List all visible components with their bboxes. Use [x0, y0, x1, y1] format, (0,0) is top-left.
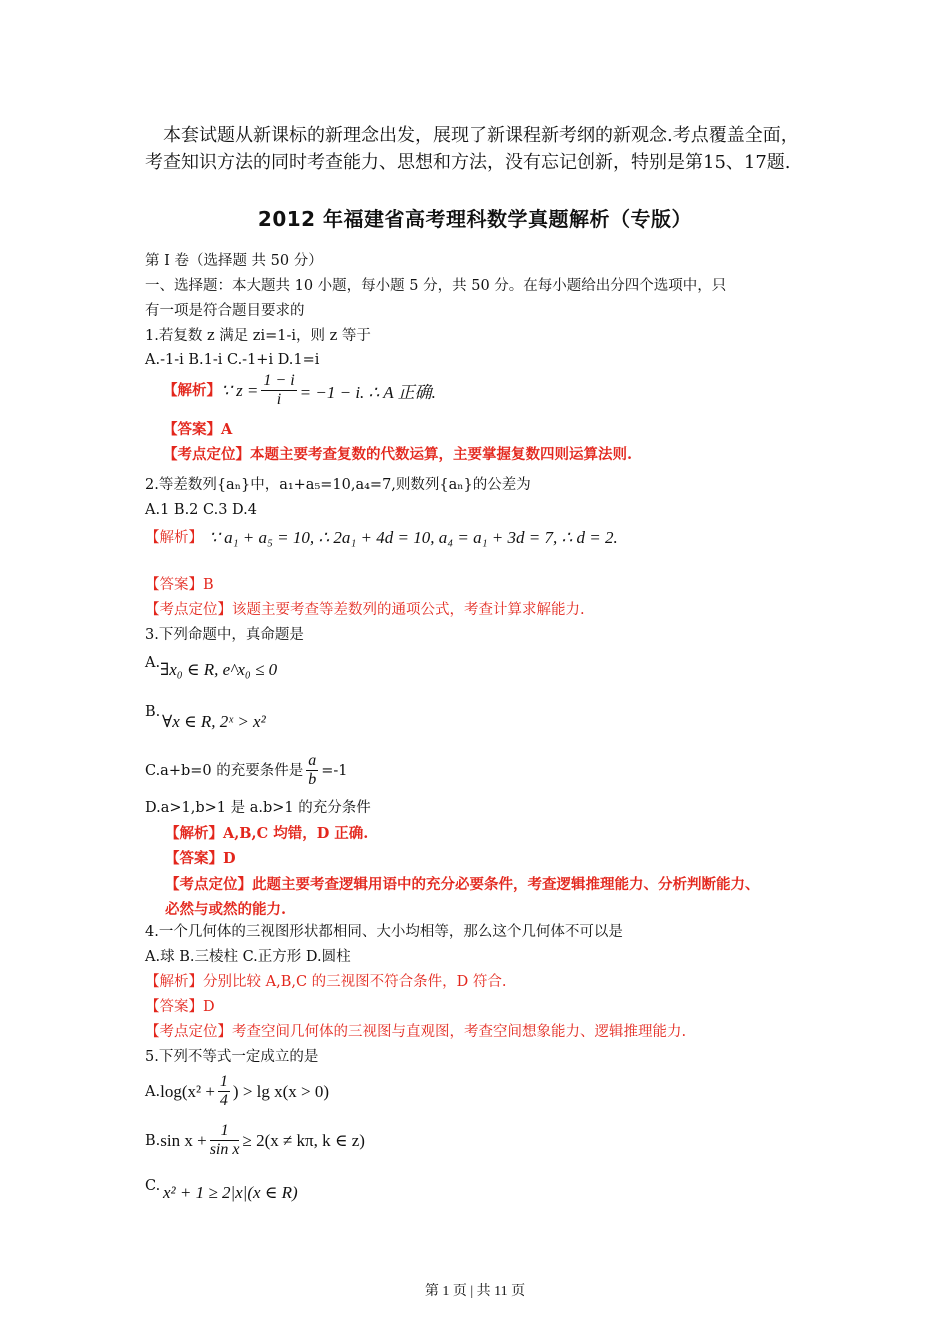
q3-jiexi: 【解析】A,B,C 均错，D 正确. [165, 825, 369, 842]
q3-kaodian-line-1: 【考点定位】此题主要考查逻辑用语中的充分必要条件，考查逻辑推理能力、分析判断能力、 [165, 876, 760, 893]
q2-stem: 2.等差数列{aₙ}中，a₁+a₅=10,a₄=7,则数列{aₙ}的公差为 [145, 477, 531, 493]
q5-optB-post: ≥ 2(x ≠ kπ, k ∈ z) [242, 1130, 365, 1150]
q3-optA-label: A. [145, 655, 161, 671]
q3-optB-label: B. [145, 704, 161, 720]
q5-optB-den: sin x [209, 1141, 240, 1158]
q1-fraction-den: i [276, 391, 282, 408]
q3-optC [145, 752, 348, 789]
q2-solution [145, 528, 618, 548]
q1-solution [163, 372, 436, 409]
q5-optC-math: x² + 1 ≥ 2|x|(x ∈ R) [163, 1183, 298, 1202]
q3-answer: 【答案】D [165, 850, 236, 867]
part-intro-line-2: 有一项是符合题目要求的 [145, 303, 305, 319]
q2-kaodian: 【考点定位】该题主要考查等差数列的通项公式，考查计算求解能力. [145, 602, 585, 618]
intro-paragraph: 本套试题从新课标的新理念出发，展现了新课程新考纲的新观念.考点覆盖全面，考查知识方法的同时考查能力、思想和方法，没有忘记创新，特别是第15、17题. [145, 125, 799, 173]
page-title: 2012 年福建省高考理科数学真题解析（专版） [257, 207, 693, 231]
q2-jiexi-math: ∵ a₁ + a₅ = 10, ∴ 2a₁ + 4d = 10, a₄ = a₁ + 3d = 7, ∴ d = 2. [209, 528, 618, 547]
part-intro-line-1: 一、选择题：本大题共 10 小题，每小题 5 分，共 50 分。在每小题给出分四个选项中，只 [145, 278, 727, 294]
q1-options: A.-1-i B.1-i C.-1+i D.1=i [145, 352, 320, 368]
q1-jiexi-pre: ∵ z = [221, 380, 259, 400]
section-heading: 第 I 卷（选择题 共 50 分） [145, 253, 323, 269]
q4-answer: 【答案】D [145, 999, 215, 1015]
q5-optA-den: 4 [219, 1092, 228, 1109]
q3-optC-post: =-1 [321, 762, 348, 779]
q1-jiexi-post: = −1 − i. ∴ A 正确. [299, 383, 436, 402]
q1-fraction-num: 1 − i [263, 372, 295, 389]
q4-stem: 4.一个几何体的三视图形状都相同、大小均相等，那么这个几何体不可以是 [145, 924, 623, 940]
q5-stem: 5.下列不等式一定成立的是 [145, 1049, 319, 1065]
q5-optA-pre: log(x² + [160, 1081, 215, 1101]
q3-optC-den: b [308, 771, 317, 788]
q1-stem: 1.若复数 z 满足 zi=1-i，则 z 等于 [145, 328, 371, 344]
q3-optB-math: ∀x ∈ R, 2ˣ > x² [162, 712, 266, 731]
q1-kaodian: 【考点定位】本题主要考查复数的代数运算，主要掌握复数四则运算法则. [163, 446, 633, 463]
q5-optB [145, 1122, 365, 1159]
q1-answer: 【答案】A [163, 421, 233, 438]
q1-jiexi-label: 【解析】 [163, 381, 221, 399]
q4-kaodian: 【考点定位】考查空间几何体的三视图与直观图，考查空间想象能力、逻辑推理能力. [145, 1024, 687, 1040]
q5-optB-label: B. [145, 1132, 161, 1149]
q5-optB-num: 1 [210, 1122, 240, 1141]
q1-fraction [261, 372, 296, 409]
q3-stem: 3.下列命题中，真命题是 [145, 627, 304, 643]
q5-optB-fraction [210, 1122, 240, 1159]
q3-optA-math: ∃x₀ ∈ R, e^x₀ ≤ 0 [160, 660, 278, 679]
q5-optA-label: A. [145, 1083, 161, 1100]
q3-optC-num: a [308, 752, 317, 769]
q4-jiexi: 【解析】分别比较 A,B,C 的三视图不符合条件，D 符合. [145, 974, 507, 990]
q5-optB-pre: sin x + [160, 1130, 207, 1150]
q2-jiexi-label: 【解析】 [145, 530, 203, 546]
q5-optA [145, 1073, 329, 1110]
q5-optA-post: ) > lg x(x > 0) [232, 1081, 330, 1101]
q5-optC-label: C. [145, 1178, 161, 1194]
q3-kaodian-line-2: 必然与或然的能力. [165, 901, 287, 918]
page-footer: 第 1 页 | 共 11 页 [424, 1284, 526, 1299]
q5-optA-num: 1 [219, 1073, 228, 1090]
q3-optC-fraction [306, 752, 318, 789]
q2-options: A.1 B.2 C.3 D.4 [145, 502, 257, 518]
q3-optC-pre: C.a+b=0 的充要条件是 [145, 762, 304, 779]
q3-optD: D.a>1,b>1 是 a.b>1 的充分条件 [145, 800, 371, 816]
q4-options: A.球 B.三棱柱 C.正方形 D.圆柱 [145, 949, 351, 965]
q5-optA-fraction [218, 1073, 230, 1110]
q2-answer: 【答案】B [145, 577, 214, 593]
